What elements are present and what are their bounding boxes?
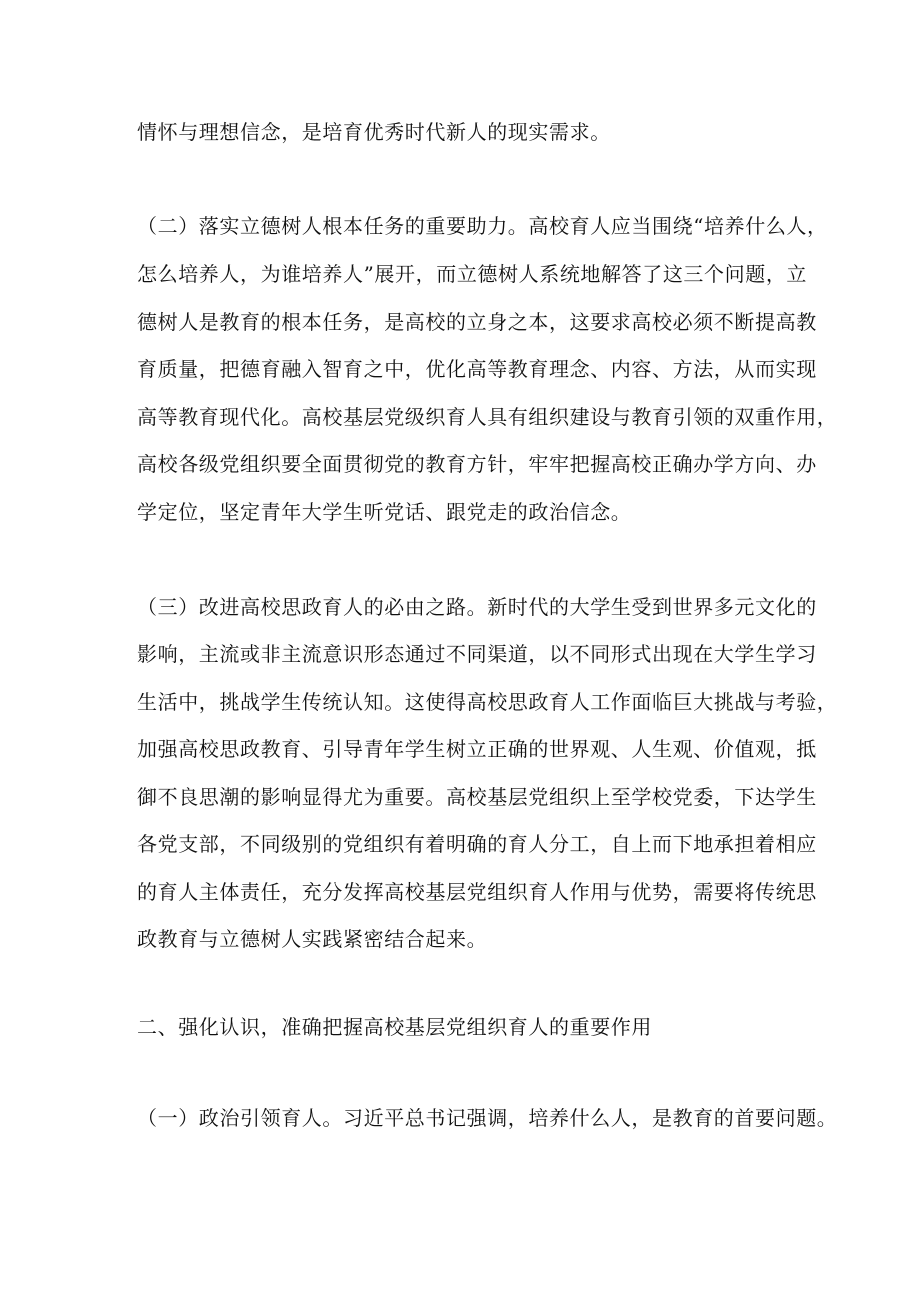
section-2-line-7: 学定位，坚定青年大学生听党话、跟党走的政治信念。 [137,500,632,524]
section-3-line-1: （三）改进高校思政育人的必由之路。新时代的大学生受到世界多元文化的 [137,595,817,619]
section-3-line-5: 御不良思潮的影响显得尤为重要。高校基层党组织上至学校党委，下达学生 [137,785,817,809]
section-3-line-4: 加强高校思政教育、引导青年学生树立正确的世界观、人生观、价值观，抵 [137,737,817,761]
section-3-line-3: 生活中，挑战学生传统认知。这使得高校思政育人工作面临巨大挑战与考验， [137,690,838,714]
section-3-line-2: 影响，主流或非主流意识形态通过不同渠道，以不同形式出现在大学生学习 [137,642,817,666]
section-2-line-2: 怎么培养人，为谁培养人”展开，而立德树人系统地解答了这三个问题，立 [137,262,808,286]
section-2-line-3: 德树人是教育的根本任务，是高校的立身之本，这要求高校必须不断提高教 [137,310,817,334]
section-heading-2: 二、强化认识，准确把握高校基层党组织育人的重要作用 [137,1015,652,1039]
paragraph-intro-line-1: 情怀与理想信念，是培育优秀时代新人的现实需求。 [137,120,611,144]
section-3-line-7: 的育人主体责任，充分发挥高校基层党组织育人作用与优势，需要将传统思 [137,880,817,904]
section-2-line-4: 育质量，把德育融入智育之中，优化高等教育理念、内容、方法，从而实现 [137,357,817,381]
section-2-line-6: 高校各级党组织要全面贯彻党的教育方针，牢牢把握高校正确办学方向、办 [137,452,817,476]
section-2-line-5: 高等教育现代化。高校基层党级织育人具有组织建设与教育引领的双重作用， [137,405,838,429]
section-3-line-6: 各党支部，不同级别的党组织有着明确的育人分工，自上而下地承担着相应 [137,832,817,856]
politics-paragraph-line-1: （一）政治引领育人。习近平总书记强调，培养什么人，是教育的首要问题。 [137,1106,838,1130]
section-2-line-1: （二）落实立德树人根本任务的重要助力。高校育人应当围绕“培养什么人， [137,214,828,238]
section-3-line-8: 政教育与立德树人实践紧密结合起来。 [137,927,488,951]
